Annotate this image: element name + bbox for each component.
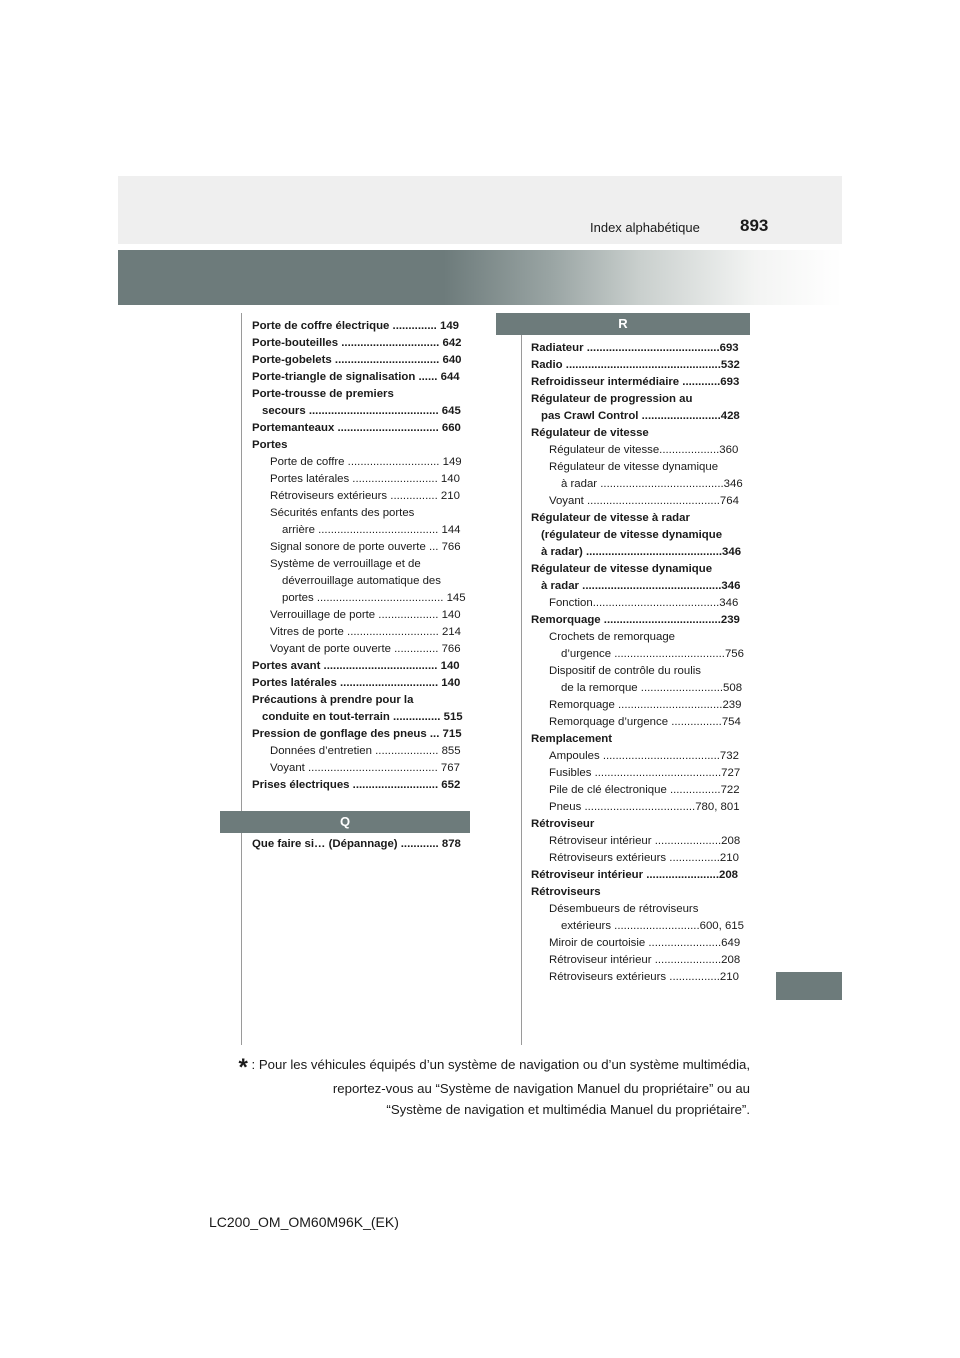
index-subentry: Fusibles ........................................727 xyxy=(549,767,741,779)
index-subentry: Miroir de courtoisie .......................649 xyxy=(549,937,741,949)
index-subentry: Système de verrouillage et de xyxy=(270,558,421,570)
letter-header-r: R xyxy=(496,313,750,335)
index-entry: Remplacement xyxy=(531,733,613,745)
index-entry: Que faire si… (Dépannage) ............ 878 xyxy=(252,838,461,850)
index-subentry: Rétroviseur intérieur .....................208 xyxy=(549,954,741,966)
index-subentry: Rétroviseurs extérieurs ................210 xyxy=(549,852,739,864)
footnote-text-1: : Pour les véhicules équipés d’un système de navigation ou d’un système multimédia, xyxy=(251,1057,750,1072)
index-entry: Portemanteaux ................................ 660 xyxy=(252,422,461,434)
index-subentry: Désembueurs de rétroviseurs xyxy=(549,903,699,915)
index-subentry: Pile de clé électronique ................722 xyxy=(549,784,740,796)
page-number: 893 xyxy=(740,216,769,235)
index-subentry: Remorquage .................................239 xyxy=(549,699,742,711)
index-entry: Porte-bouteilles ............................... 642 xyxy=(252,337,462,349)
index-entry: Porte-trousse de premiers xyxy=(252,388,394,400)
index-entry: Radiateur ..........................................693 xyxy=(531,342,739,354)
index-entry: Précautions à prendre pour la xyxy=(252,694,414,706)
footnote-marker: * xyxy=(238,1054,248,1081)
index-subentry: extérieurs ...........................600, 615 xyxy=(561,920,744,932)
footnote-line-1 xyxy=(226,1054,750,1081)
index-entry: à radar) ...........................................346 xyxy=(541,546,742,558)
index-subentry: portes ........................................ 145 xyxy=(282,592,466,604)
index-subentry: Pneus ...................................780, 801 xyxy=(549,801,740,813)
index-entry: Rétroviseurs xyxy=(531,886,601,898)
index-entry: Rétroviseur xyxy=(531,818,595,830)
index-subentry: Régulateur de vitesse dynamique xyxy=(549,461,719,473)
index-entry: Régulateur de progression au xyxy=(531,393,693,405)
index-subentry: Rétroviseur intérieur .....................208 xyxy=(549,835,741,847)
index-entry: Rétroviseur intérieur .......................208 xyxy=(531,869,739,881)
footnote-line-2: reportez-vous au “Système de navigation Manuel du propriétaire” ou au xyxy=(332,1081,750,1096)
index-subentry: Fonction........................................346 xyxy=(549,597,739,609)
index-entry: Refroidisseur intermédiaire ............693 xyxy=(531,376,740,388)
index-subentry: Rétroviseurs extérieurs ................210 xyxy=(549,971,739,983)
section-title: Index alphabétique xyxy=(590,220,700,235)
index-subentry: de la remorque ..........................508 xyxy=(561,682,743,694)
index-subentry: d’urgence ...................................756 xyxy=(561,648,744,660)
index-entry: Régulateur de vitesse à radar xyxy=(531,512,690,524)
index-entry: Régulateur de vitesse dynamique xyxy=(531,563,713,575)
index-entry: Portes avant .................................... 140 xyxy=(252,660,460,672)
index-subentry: Portes latérales ........................... 140 xyxy=(270,473,460,485)
document-code: LC200_OM_OM60M96K_(EK) xyxy=(209,1214,399,1230)
index-subentry: Sécurités enfants des portes xyxy=(270,507,415,519)
header-gradient-band xyxy=(118,250,842,305)
index-subentry: Remorquage d’urgence ................754 xyxy=(549,716,741,728)
letter-header-q: Q xyxy=(220,811,470,833)
index-entry: Porte-gobelets ................................. 640 xyxy=(252,354,462,366)
index-entry: Portes latérales ............................... 140 xyxy=(252,677,461,689)
index-subentry: Voyant de porte ouverte .............. 766 xyxy=(270,643,461,655)
index-entry: Remorquage .....................................239 xyxy=(531,614,740,626)
index-column-q xyxy=(252,836,474,853)
index-subentry: Voyant ..........................................764 xyxy=(549,495,739,507)
index-subentry: Signal sonore de porte ouverte ... 766 xyxy=(270,541,461,553)
index-subentry: Régulateur de vitesse...................360 xyxy=(549,444,739,456)
index-subentry: Données d’entretien .................... 855 xyxy=(270,745,461,757)
index-subentry: Dispositif de contrôle du roulis xyxy=(549,665,701,677)
index-entry: Portes xyxy=(252,439,288,451)
index-entry: Pression de gonflage des pneus ... 715 xyxy=(252,728,462,740)
index-subentry: Vitres de porte ............................. 214 xyxy=(270,626,461,638)
index-entry: à radar ............................................346 xyxy=(541,580,741,592)
index-entry: Régulateur de vitesse xyxy=(531,427,649,439)
column-divider-right xyxy=(521,313,522,1045)
index-column-left xyxy=(252,318,474,794)
footnote xyxy=(226,1054,750,1120)
index-entry: Radio .................................................532 xyxy=(531,359,740,371)
index-entry: pas Crawl Control .........................428 xyxy=(541,410,740,422)
index-subentry: à radar .......................................346 xyxy=(561,478,743,490)
index-entry: (régulateur de vitesse dynamique xyxy=(541,529,723,541)
index-subentry: Crochets de remorquage xyxy=(549,631,675,643)
index-subentry: Ampoules .....................................732 xyxy=(549,750,739,762)
index-subentry: Rétroviseurs extérieurs ............... 210 xyxy=(270,490,460,502)
index-entry: Porte de coffre électrique .............. 149 xyxy=(252,320,460,332)
index-subentry: Voyant ......................................... 767 xyxy=(270,762,460,774)
header-background xyxy=(118,176,842,244)
footnote-line-3: “Système de navigation et multimédia Manuel du propriétaire”. xyxy=(386,1102,750,1117)
index-entry: secours ......................................... 645 xyxy=(262,405,461,417)
section-side-tab xyxy=(776,972,842,1000)
column-divider-left xyxy=(241,313,242,1045)
index-entry: Prises électriques ........................... 652 xyxy=(252,779,461,791)
index-subentry: déverrouillage automatique des xyxy=(282,575,441,587)
index-subentry: Porte de coffre ............................. 149 xyxy=(270,456,462,468)
index-entry: Porte-triangle de signalisation ...... 644 xyxy=(252,371,460,383)
index-entry: conduite en tout-terrain ............... 515 xyxy=(262,711,463,723)
index-subentry: arrière ...................................... 144 xyxy=(282,524,461,536)
index-column-right xyxy=(531,340,753,986)
index-subentry: Verrouillage de porte ................... 140 xyxy=(270,609,461,621)
